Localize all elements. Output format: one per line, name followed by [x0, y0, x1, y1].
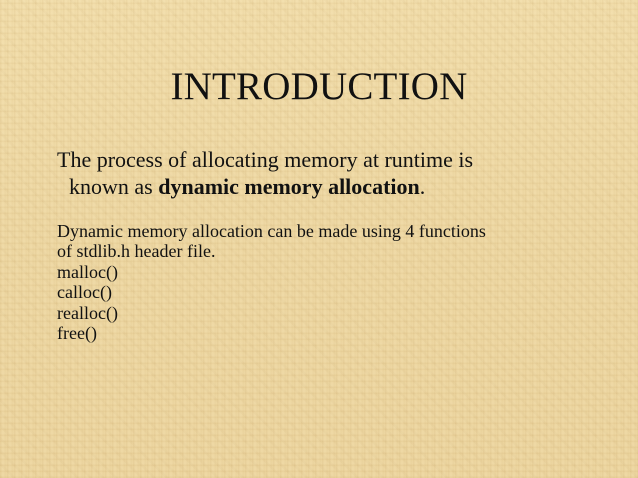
function-realloc: realloc() [57, 302, 118, 323]
function-free: free() [57, 323, 97, 344]
intro-line-1: The process of allocating memory at runtime is [57, 147, 474, 172]
intro-line-2-prefix: known as [69, 174, 159, 199]
intro-line-2 [57, 173, 617, 200]
body-line-description-1: Dynamic memory allocation can be made using 4 functions [57, 221, 486, 241]
function-malloc: malloc() [57, 261, 118, 282]
slide-title: INTRODUCTION [170, 65, 468, 108]
intro-highlight-term: dynamic memory allocation [158, 174, 420, 199]
function-calloc: calloc() [57, 282, 112, 303]
intro-paragraph [57, 146, 617, 200]
intro-line-2-suffix: . [419, 174, 426, 199]
body-text [57, 221, 627, 343]
body-line-description-2: of stdlib.h header file. [57, 241, 216, 262]
